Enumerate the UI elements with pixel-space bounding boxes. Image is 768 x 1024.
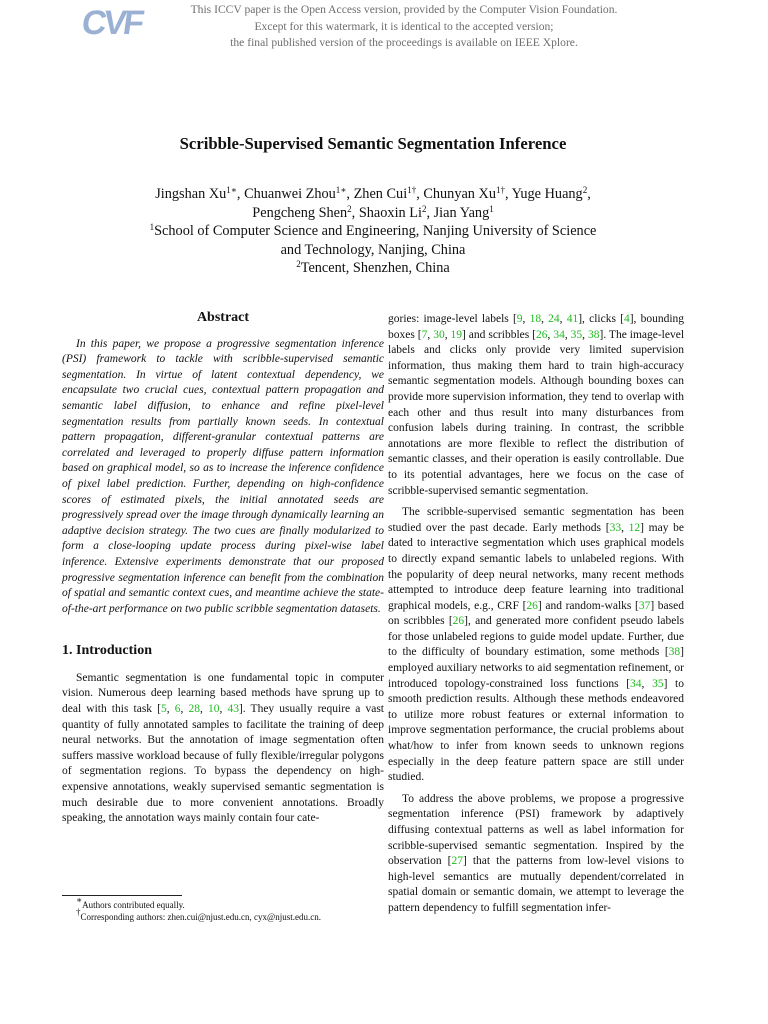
citation-link[interactable]: 37 [638, 599, 651, 612]
citation-link[interactable]: 30 [433, 328, 445, 341]
affiliation-mark: 1 [149, 222, 155, 232]
citation-link[interactable]: 41 [566, 313, 579, 325]
footnote-text: Authors contributed equally. [82, 900, 185, 910]
affiliation-text: Tencent, Shenzhen, China [300, 260, 450, 276]
author-line-1 [0, 185, 746, 204]
citation-link[interactable]: 26 [536, 328, 548, 341]
citation-link[interactable]: 6 [174, 703, 181, 716]
citation-link[interactable]: 38 [668, 646, 681, 659]
author-block [0, 185, 746, 278]
affiliation-text: School of Computer Science and Engineering, Nanjing University of Science [154, 223, 597, 239]
citation-link[interactable]: 24 [548, 313, 560, 325]
footnote-text: Corresponding authors: zhen.cui@njust.edu.cn, cyx@njust.edu.cn. [80, 912, 322, 922]
citation-link[interactable]: 18 [529, 313, 542, 325]
affiliation-mark: 2 [296, 259, 301, 269]
author-mark: 1† [496, 185, 506, 195]
body-text: ] may be dated to interactive segmentation which uses graphical models to directly expand semantic labels to unlabeled regions. With the popularity of deep neural networks, many recent methods attempted to introduce deep feature learning into traditional graphical models, e.g., CRF [ [388, 521, 685, 612]
left-column [62, 310, 384, 833]
intro-paragraph-2: The scribble-supervised semantic segmentation has been studied over the past decade. Early methods [33, 12] may be dated to interactive segmentation which uses graphical models to directly expand semantic labels to unlabeled regions. With the popularity of deep neural networks, many recent methods attempted to introduce deep feature learning into traditional graphical models, e.g., CRF [26] and random-walks [37] based on scribbles [26], and generated more confident pseudo labels for those unlabeled regions to guide model update. Further, due to the difficulty of boundary estimation, some methods [38] employed auxiliary networks to aid segmentation refinement, or introduced topology-constrained loss functions [34, 35] to smooth prediction results. Although these methods endeavored to utilize more robust features or external information to improve segmentation performance, the crucial problems about what/how to infer from known seeds to unknown regions especially in the deep feature pattern space are still under studied. [388, 506, 685, 784]
body-text: ] to smooth prediction results. Although these methods endeavored to utilize more robust features or external information to improve segmentation performance, the crucial problems about what/how to infer from known seeds to unknown regions especially in the deep feature pattern space are still under studied. [388, 677, 685, 784]
body-text: ], bounding boxes [ [388, 313, 685, 341]
author-mark: 1∗ [226, 185, 237, 195]
intro-paragraph-1-cont: gories: image-level labels [9, 18, 24, 41], clicks [4], bounding boxes [7, 30, 19] and scribbles [26, 34, 35, 38]. The image-level labels and clicks only provide very limited supervision information, thus making them hard to train high-accuracy semantic segmentation models. Although bounding boxes can provide more supervision information, they tend to overlap with each other and thus result into many disturbances from confusion labels during training. In contrast, the scribble annotations are more flexible to reflect the distribution of semantic classes, and their operation is easily controllable. Due to its potential advantages, here we focus on the case of scribble-supervised semantic segmentation. [388, 313, 685, 497]
intro-paragraph-3 [388, 792, 684, 917]
citation-link[interactable]: 7 [421, 328, 428, 341]
author-name: , Chunyan Xu [416, 186, 497, 202]
footnote-mark: ∗ [76, 895, 83, 905]
citation-link[interactable]: 34 [630, 677, 642, 690]
right-column [388, 312, 684, 923]
author-name: Jingshan Xu [155, 186, 227, 202]
author-name: Pengcheng Shen [252, 204, 348, 221]
body-text: ], and generated more confident pseudo labels for those unlabeled regions to guide model update. Further, due to the difficulty of boundary estimation, some methods [ [388, 615, 684, 659]
intro-paragraph-1: Semantic segmentation is one fundamental topic in computer vision. Numerous deep learning based methods have sprung up to deal with this task [5, 6, 28, 10, 43]. They usually require a vast quantity of fully annotated samples to facilitate the training of deep neural networks. But the annotation of image segmentation often suffers massive workload because of fully flexible/irregular polygons of segmentation regions. To bypass the dependency on high-expensive annotations, weakly supervised semantic segmentation is much desirable due to more convenient annotations. Broadly speaking, the annotation ways mainly contain four cate- [62, 671, 385, 825]
body-text: ] employed auxiliary networks to aid segmentation refinement, or introduced topology-constrained loss functions [ [388, 646, 684, 690]
citation-link[interactable]: 9 [516, 313, 523, 325]
citation-link[interactable]: 26 [452, 615, 465, 628]
body-text: ] that the patterns from low-level visions to high-level semantics are mutually dependent/correlated in spatial domain or semantic domain, we attempt to leverage the pattern dependency to fulfill segmentation infer- [388, 855, 684, 914]
author-mark: 1∗ [335, 185, 347, 195]
body-text: gories: image-level labels [ [388, 313, 517, 325]
author-name: , Chuanwei Zhou [236, 186, 336, 202]
watermark-line-2: Except for this watermark, it is identical to the accepted version; [254, 19, 554, 33]
author-line-2 [0, 204, 746, 223]
citation-link[interactable]: 4 [623, 313, 630, 325]
citation-link[interactable]: 35 [570, 328, 583, 341]
author-name: , Shaoxin Li [351, 204, 422, 221]
citation-link[interactable]: 35 [652, 677, 664, 690]
footnotes [62, 895, 362, 923]
citation-link[interactable]: 28 [188, 703, 200, 716]
abstract-heading: Abstract [196, 310, 250, 325]
footnote-1 [62, 895, 362, 911]
citation-link[interactable]: 26 [526, 599, 538, 612]
citation-link[interactable]: 27 [451, 855, 464, 868]
body-text: ] based on scribbles [ [388, 599, 684, 628]
watermark-line-1: This ICCV paper is the Open Access version, provided by the Computer Vision Foundation. [190, 3, 618, 16]
author-mark: 2 [421, 203, 427, 214]
author-mark: 1 [489, 203, 494, 214]
author-mark: 2 [347, 203, 352, 214]
watermark-line-3: the final published version of the proceedings is available on IEEE Xplore. [230, 36, 578, 49]
citation-link[interactable]: 12 [628, 521, 641, 534]
body-text: Semantic segmentation is one fundamental topic in computer vision. Numerous deep learning based methods have sprung up to deal with this task [ [62, 671, 384, 716]
citation-link[interactable]: 5 [161, 703, 167, 716]
citation-link[interactable]: 33 [609, 521, 622, 534]
author-name: , Yuge Huang [505, 186, 583, 202]
author-name: , Zhen Cui [346, 186, 408, 202]
affiliation-1-cont: and Technology, Nanjing, China [280, 241, 466, 258]
body-text: ], clicks [ [578, 313, 624, 325]
body-text: ] and scribbles [ [462, 328, 536, 341]
affiliation-1 [0, 222, 746, 241]
body-text: ] and random-walks [ [537, 599, 639, 612]
body-text: ]. The image-level labels and clicks only provide very limited supervision information, thus making them hard to train high-accuracy semantic segmentation models. Although bounding boxes can provide more supervision information, they tend to overlap with each other and thus result into many disturbances from confusion labels during training. In contrast, the scribble annotations are more flexible to reflect the distribution of semantic classes, and their operation is easily controllable. Due to its potential advantages, here we focus on the case of scribble-supervised semantic segmentation. [388, 328, 685, 497]
author-name: , Jian Yang [426, 204, 490, 221]
affiliation-2 [0, 259, 746, 278]
author-mark: 2 [582, 185, 588, 195]
body-text: To address the above problems, we propose a progressive segmentation inference (PSI) framework by adaptively diffusing contextual patterns as well as label information for scribble-supervised semantic segmentation. Inspired by the observation [ [388, 792, 684, 868]
body-text: The scribble-supervised semantic segmentation has been studied over the past decade. Early methods [ [388, 506, 684, 534]
cvf-logo: CVF [79, 4, 144, 42]
footnote-mark: † [76, 907, 81, 917]
body-text: ]. They usually require a vast quantity of fully annotated samples to facilitate the training of deep neural networks. But the annotation of image segmentation often suffers massive workload because of fully flexible/irregular polygons of segmentation regions. To bypass the dependency on high-expensive annotations, weakly supervised semantic segmentation is much desirable due to more convenient annotations. Broadly speaking, the annotation ways mainly contain four cate- [62, 703, 385, 825]
citation-link[interactable]: 43 [227, 703, 239, 716]
citation-link[interactable]: 38 [587, 328, 600, 341]
introduction-heading: 1. Introduction [62, 643, 152, 659]
watermark [0, 2, 768, 52]
abstract-text: In this paper, we propose a progressive segmentation inference (PSI) framework to tackle with scribble-supervised semantic segmentation. In virtue of latent contextual dependency, we encapsulate two crucial cues, contextual pattern propagation and semantic label diffusion, to enhance and refine pixel-level segmentation results from partially known seeds. In contextual pattern propagation, different-granular contextual patterns are correlated and leveraged to properly diffuse pattern information based on graphical model, so as to increase the inference confidence of pixel label prediction. Further, depending on high-confidence scores of estimated pixels, the initial annotated seeds are progressively spread over the image through dynamically learning an adaptive decision strategy. The two cues are finally modularized to form a close-looping update process during pixel-wise label inference. Extensive experiments demonstrate that our proposed progressive segmentation inference can benefit from the combination of spatial and semantic context cues, and meantime achieve the state-of-the-art performance on two public scribble segmentation datasets. [62, 337, 384, 615]
citation-link[interactable]: 19 [450, 328, 463, 341]
citation-link[interactable]: 34 [553, 328, 565, 341]
footnote-2 [62, 907, 362, 923]
paper-title: Scribble-Supervised Semantic Segmentation Inference [179, 134, 567, 153]
author-mark: 1† [407, 185, 417, 195]
author-separator: , [587, 186, 591, 202]
citation-link[interactable]: 10 [207, 703, 220, 716]
